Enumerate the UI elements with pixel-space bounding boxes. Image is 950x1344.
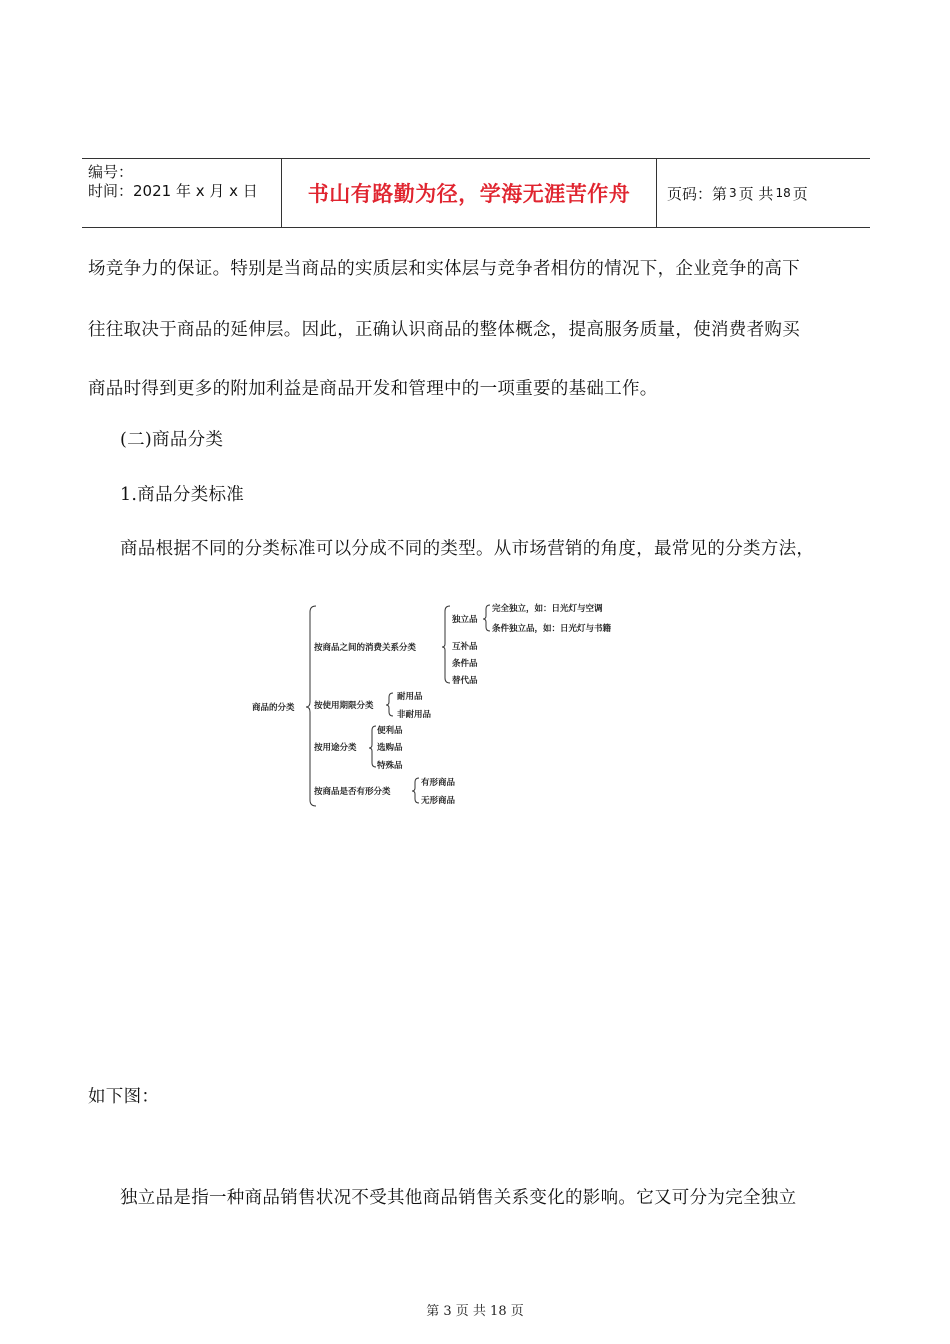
diagram-leaf-tangible: 有形商品	[421, 778, 456, 788]
document-number-label: 编号：	[88, 163, 134, 181]
body-paragraph-4: 商品根据不同的分类标准可以分成不同的类型。从市场营销的角度，最常见的分类方法，	[120, 539, 815, 559]
page-suffix: 页	[792, 184, 808, 203]
tangible-brace	[412, 778, 419, 803]
document-header	[82, 158, 870, 228]
diagram-leaf-substitute: 替代品	[452, 676, 478, 686]
classification-diagram	[250, 600, 650, 810]
diagram-leaf-independent: 独立品	[452, 615, 478, 625]
page-prefix: 页码：第	[667, 184, 728, 203]
page-current: 3	[729, 186, 737, 200]
body-paragraph-6: 独立品是指一种商品销售状况不受其他商品销售关系变化的影响。它又可分为完全独立	[120, 1188, 797, 1208]
diagram-leaf-complementary: 互补品	[452, 642, 478, 652]
diagram-leaf-nondurable: 非耐用品	[397, 710, 432, 720]
subsection-heading: 1.商品分类标准	[120, 485, 245, 505]
header-page-info	[657, 159, 870, 227]
usage-brace	[369, 726, 376, 767]
page-total: 18	[775, 186, 791, 200]
diagram-leaf-durable: 耐用品	[397, 692, 423, 702]
diagram-branch-consumption: 按商品之间的消费关系分类	[314, 643, 417, 653]
body-paragraph-3: 商品时得到更多的附加利益是商品开发和管理中的一项重要的基础工作。	[88, 379, 658, 399]
document-time: 时间：2021 年 x 月 x 日	[88, 182, 258, 200]
consumption-brace	[442, 606, 450, 683]
period-brace	[386, 693, 393, 716]
header-motto: 书山有路勤为径，学海无涯苦作舟	[282, 159, 657, 227]
diagram-branch-tangible: 按商品是否有形分类	[314, 787, 391, 797]
diagram-leaf-specialty: 特殊品	[377, 761, 403, 771]
body-paragraph-5: 如下图：	[88, 1087, 160, 1107]
body-paragraph-1: 场竞争力的保证。特别是当商品的实质层和实体层与竞争者相仿的情况下，企业竞争的高下	[88, 259, 800, 279]
diagram-leaf-convenience: 便利品	[377, 726, 403, 736]
header-meta	[82, 159, 282, 227]
diagram-root-label: 商品的分类	[252, 703, 295, 713]
diagram-leaf-fully-independent: 完全独立，如：日光灯与空调	[492, 604, 603, 614]
diagram-leaf-shopping: 选购品	[377, 743, 403, 753]
diagram-leaf-conditional-independent: 条件独立品，如：日光灯与书籍	[492, 624, 612, 634]
diagram-branch-usage: 按用途分类	[314, 743, 357, 753]
diagram-leaf-intangible: 无形商品	[421, 796, 456, 806]
diagram-branch-period: 按使用期限分类	[314, 701, 374, 711]
section-heading: (二)商品分类	[120, 430, 224, 450]
page-mid: 页 共	[738, 184, 774, 203]
diagram-leaf-conditional: 条件品	[452, 659, 478, 669]
page-footer: 第 3 页 共 18 页	[426, 1304, 524, 1319]
independent-brace	[483, 605, 490, 631]
body-paragraph-2: 往往取决于商品的延伸层。因此，正确认识商品的整体概念，提高服务质量，使消费者购买	[88, 320, 800, 340]
